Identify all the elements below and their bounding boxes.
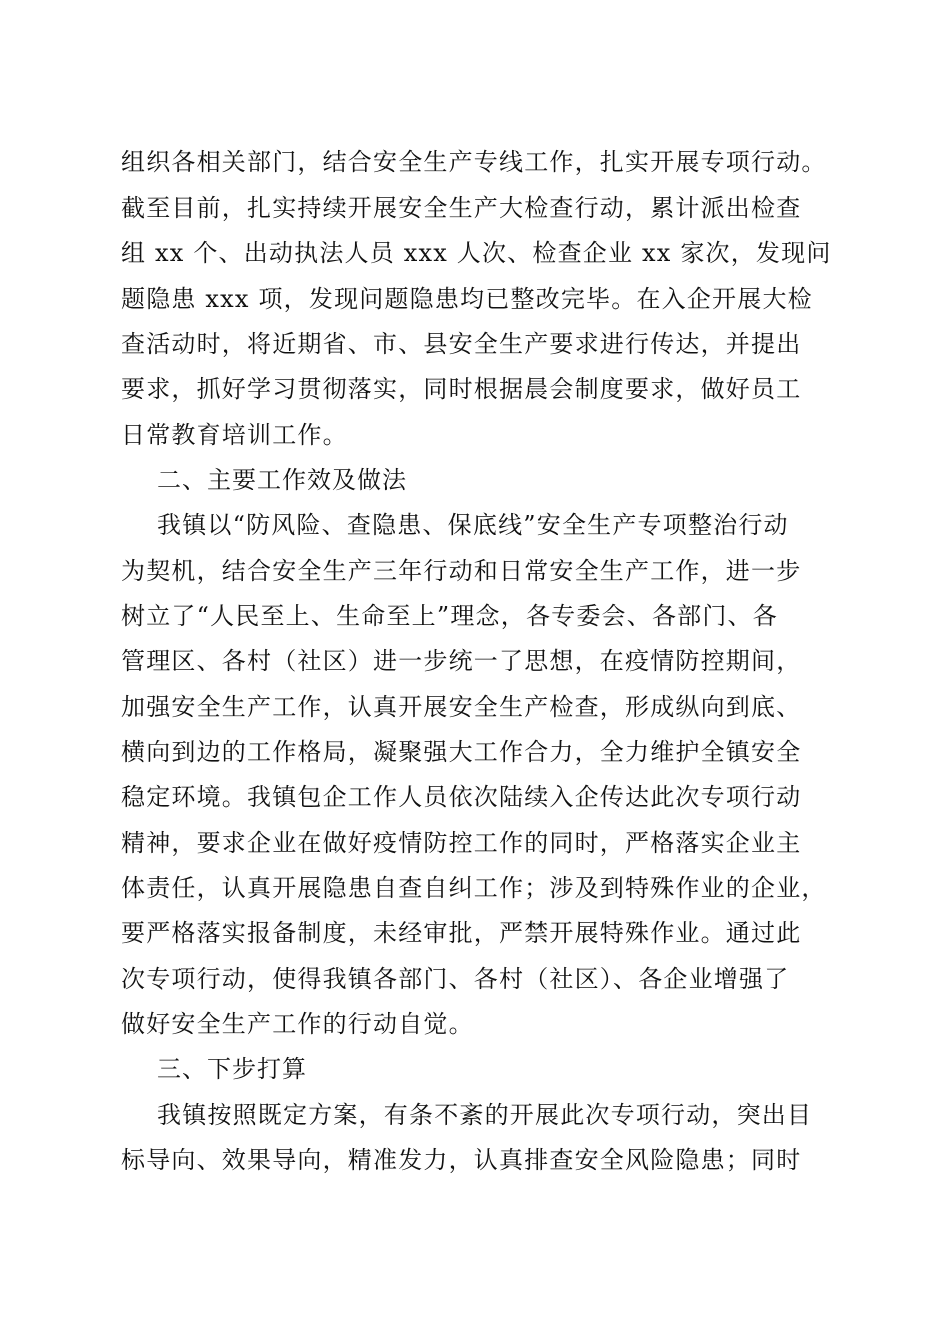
body-line: 截至目前，扎实持续开展安全生产大检查行动，累计派出检查 bbox=[121, 194, 802, 222]
section-heading-3: 三、下步打算 bbox=[157, 1055, 307, 1083]
body-line: 标导向、效果导向，精准发力，认真排查安全风险隐患；同时 bbox=[121, 1146, 802, 1174]
body-line: 体责任，认真开展隐患自查自纠工作；涉及到特殊作业的企业， bbox=[121, 874, 827, 902]
body-line: 稳定环境。我镇包企工作人员依次陆续入企传达此次专项行动 bbox=[121, 783, 802, 811]
body-line: 要严格落实报备制度，未经审批，严禁开展特殊作业。通过此 bbox=[121, 919, 802, 947]
body-line: 次专项行动，使得我镇各部门、各村（社区）、各企业增强了 bbox=[121, 965, 790, 993]
body-line: 做好安全生产工作的行动自觉。 bbox=[121, 1010, 474, 1038]
body-line: 组 xx 个、出动执法人员 xxx 人次、检查企业 xx 家次，发现问 bbox=[121, 239, 832, 267]
body-line: 日常教育培训工作。 bbox=[121, 421, 348, 449]
body-line: 精神，要求企业在做好疫情防控工作的同时，严格落实企业主 bbox=[121, 829, 802, 857]
body-line: 查活动时，将近期省、市、县安全生产要求进行传达，并提出 bbox=[121, 330, 802, 358]
body-line: 树立了“人民至上、生命至上”理念，各专委会、各部门、各 bbox=[121, 602, 778, 630]
body-line: 组织各相关部门，结合安全生产专线工作，扎实开展专项行动。 bbox=[121, 148, 827, 176]
body-line: 管理区、各村（社区）进一步统一了思想，在疫情防控期间， bbox=[121, 647, 802, 675]
body-line: 加强安全生产工作，认真开展安全生产检查，形成纵向到底、 bbox=[121, 693, 802, 721]
body-line: 题隐患 xxx 项，发现问题隐患均已整改完毕。在入企开展大检 bbox=[121, 285, 813, 313]
body-line: 为契机，结合安全生产三年行动和日常安全生产工作，进一步 bbox=[121, 557, 802, 585]
body-line: 要求，抓好学习贯彻落实，同时根据晨会制度要求，做好员工 bbox=[121, 375, 802, 403]
section-heading-2: 二、主要工作效及做法 bbox=[157, 466, 407, 494]
body-line: 横向到边的工作格局，凝聚强大工作合力，全力维护全镇安全 bbox=[121, 738, 802, 766]
body-line: 我镇按照既定方案，有条不紊的开展此次专项行动，突出目 bbox=[157, 1101, 813, 1129]
body-line: 我镇以“防风险、查隐患、保底线”安全生产专项整治行动 bbox=[157, 511, 789, 539]
